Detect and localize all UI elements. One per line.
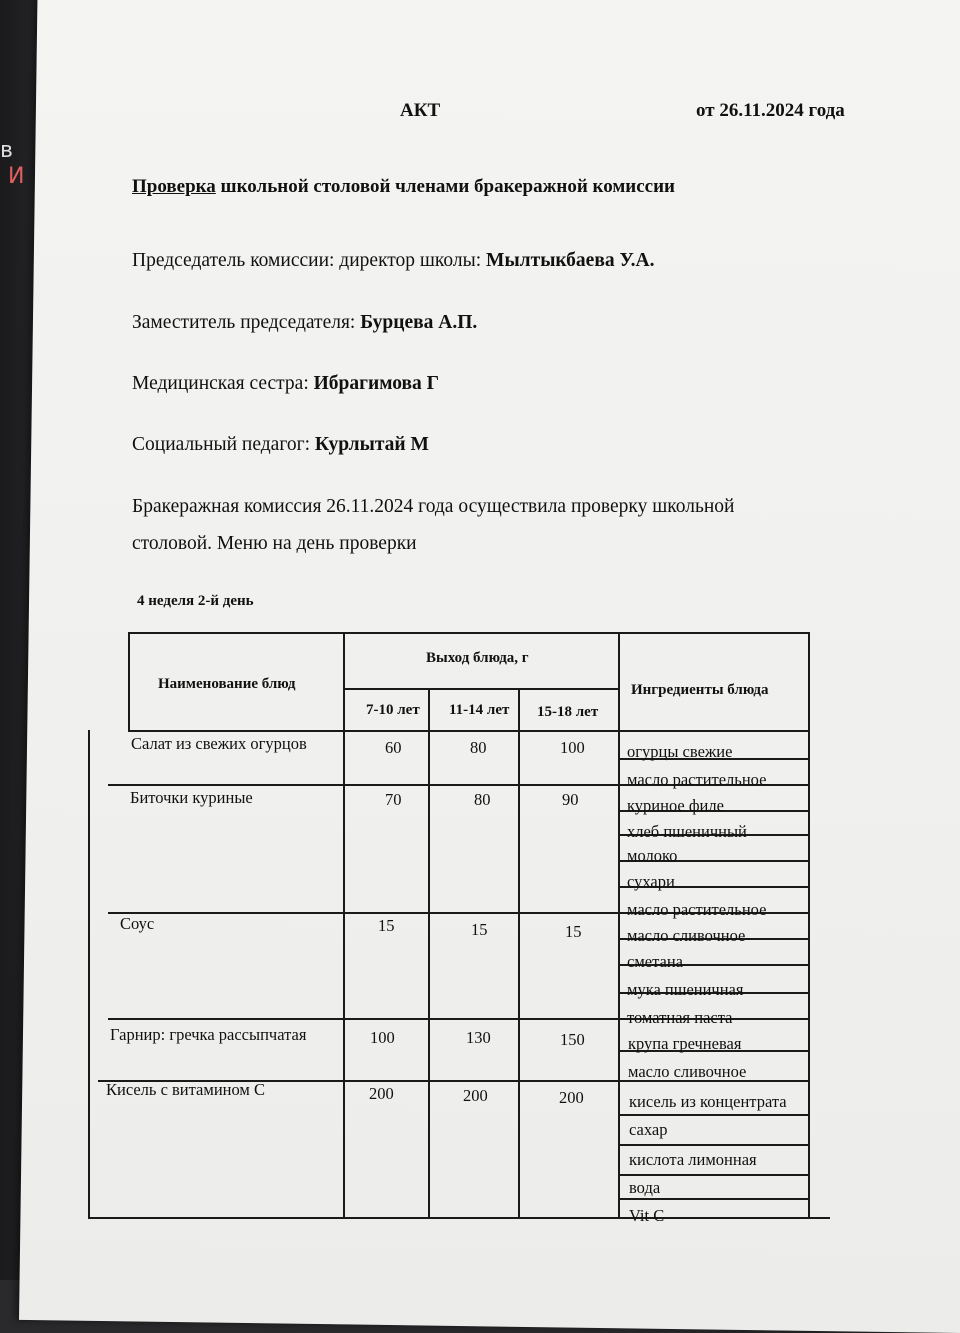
paragraph-line-1: Бракеражная комиссия 26.11.2024 года осуществила проверку школьной xyxy=(132,496,735,517)
dish-value: 200 xyxy=(559,1088,584,1107)
member-name: Ибрагимова Г xyxy=(313,373,440,394)
member-label: Социальный педагог: xyxy=(132,434,315,455)
table-row-line xyxy=(108,1018,620,1020)
col-header-dish: Наименование блюд xyxy=(158,676,296,692)
dish-name: Кисель с витамином С xyxy=(106,1080,265,1099)
ingredient: хлеб пшеничный xyxy=(627,822,747,841)
ingredient: томатная паста xyxy=(627,1008,733,1027)
member-deputy xyxy=(132,312,477,334)
ingredient: кисель из концентрата xyxy=(629,1092,787,1111)
col-header-age-15-18: 15-18 лет xyxy=(537,704,599,720)
dish-value: 15 xyxy=(471,920,488,939)
document-heading xyxy=(132,176,675,198)
dish-value: 70 xyxy=(385,790,402,809)
table-col-line xyxy=(808,632,810,1218)
ingredient: огурцы свежие xyxy=(627,742,733,761)
member-name: Бурцева А.П. xyxy=(360,312,478,333)
dish-value: 60 xyxy=(385,738,402,757)
col-header-output: Выход блюда, г xyxy=(426,650,529,666)
heading-rest: школьной столовой членами бракеражной комиссии xyxy=(215,176,676,197)
member-label: Заместитель председателя: xyxy=(132,312,361,333)
week-label: 4 неделя 2-й день xyxy=(137,593,254,609)
side-glyph-red: И xyxy=(8,164,25,189)
table-border xyxy=(128,632,130,732)
dish-value: 100 xyxy=(560,738,585,757)
member-chair xyxy=(132,250,654,272)
dish-value: 80 xyxy=(470,738,487,757)
ingredient: крупа гречневая xyxy=(628,1034,742,1053)
ingredient-row-line xyxy=(618,1144,810,1146)
table-row-line xyxy=(128,730,810,732)
table-col-line xyxy=(618,632,620,1218)
dish-value: 200 xyxy=(369,1084,394,1103)
table-row-line xyxy=(108,912,620,914)
table-border xyxy=(88,1217,830,1219)
table-col-line xyxy=(343,632,345,1218)
col-header-age-7-10: 7-10 лет xyxy=(366,702,420,718)
side-glyph: в xyxy=(0,138,13,163)
table-border xyxy=(128,632,808,634)
table-row-line xyxy=(343,688,619,690)
dish-value: 15 xyxy=(565,922,582,941)
act-date: от 26.11.2024 года xyxy=(696,100,845,121)
member-social-pedagogue xyxy=(132,434,429,456)
table-border xyxy=(88,730,90,1218)
act-title: АКТ xyxy=(400,100,441,121)
dish-value: 80 xyxy=(474,790,491,809)
dish-value: 100 xyxy=(370,1028,395,1047)
ingredient: вода xyxy=(629,1178,661,1197)
ingredient: сахар xyxy=(629,1120,668,1139)
ingredient: кислота лимонная xyxy=(629,1150,757,1169)
dish-value: 130 xyxy=(466,1028,491,1047)
heading-underlined-word: Проверка xyxy=(132,176,216,197)
ingredient: сметана xyxy=(627,952,683,971)
ingredient-row-line xyxy=(618,1114,810,1116)
ingredient: сухари xyxy=(627,872,675,891)
dish-name: Салат из свежих огурцов xyxy=(131,734,307,753)
paragraph-line-2: столовой. Меню на день проверки xyxy=(132,533,417,554)
member-label: Председатель комиссии: директор школы: xyxy=(132,250,487,271)
dish-value: 15 xyxy=(378,916,395,935)
dish-value: 150 xyxy=(560,1030,585,1049)
dish-name: Биточки куриные xyxy=(130,788,253,807)
ingredient: масло растительное xyxy=(627,770,767,789)
ingredient-row-line xyxy=(618,1174,810,1176)
member-label: Медицинская сестра: xyxy=(132,373,314,394)
member-name: Курлытай М xyxy=(314,434,429,455)
menu-table xyxy=(88,630,828,1225)
member-name: Мылтыкбаева У.А. xyxy=(486,250,655,271)
ingredient: масло растительное xyxy=(627,900,767,919)
col-header-ingredients: Ингредиенты блюда xyxy=(631,682,769,698)
dish-value: 90 xyxy=(562,790,579,809)
ingredient: масло сливочное xyxy=(627,926,746,945)
dish-name: Соус xyxy=(120,914,155,933)
ingredient: молоко xyxy=(627,846,678,865)
ingredient: Vit C xyxy=(629,1206,665,1225)
table-row-line xyxy=(108,784,620,786)
member-nurse xyxy=(132,373,439,395)
col-header-age-11-14: 11-14 лет xyxy=(449,702,510,718)
dish-value: 200 xyxy=(463,1086,488,1105)
dish-name: Гарнир: гречка рассыпчатая xyxy=(110,1025,307,1044)
table-col-line xyxy=(428,688,430,1218)
ingredient: мука пшеничная xyxy=(627,980,744,999)
ingredient: куриное филе xyxy=(627,796,724,815)
ingredient: масло сливочное xyxy=(628,1062,747,1081)
ingredient-row-line xyxy=(618,1198,810,1200)
table-col-line xyxy=(518,688,520,1218)
